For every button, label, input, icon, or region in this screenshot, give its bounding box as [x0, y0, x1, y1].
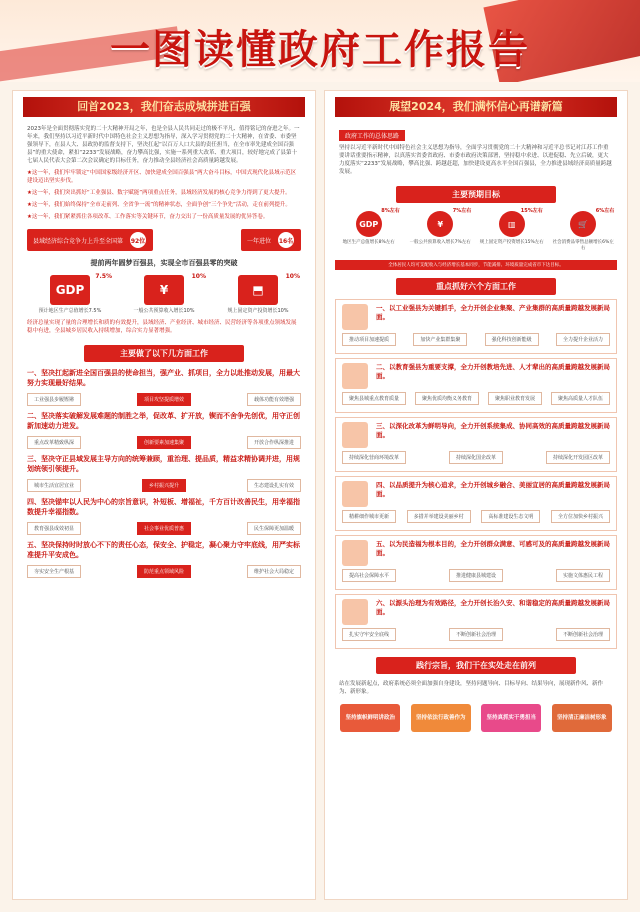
right-banner: 展望2024，我们满怀信心再谱新篇 [335, 97, 617, 117]
goal-revenue [408, 208, 472, 252]
left-subtitle: 提前两年圆梦百强县，实现全市百强县零的突破 [90, 259, 238, 267]
tag: 聚焦县城重点教育质量 [342, 392, 406, 405]
goal-label: 一般公共预算收入增长7%左右 [409, 240, 471, 245]
principle-card-2: 坚持依法行政善作为 [411, 704, 471, 732]
tag: 聚焦职业教育发展 [488, 392, 542, 405]
item-heading: 四、以品质提升为核心追求，全力开创城乡融合、美丽宜居的高质量跨越发展新局面。 [376, 481, 610, 498]
stat-icon-text: GDP [55, 283, 85, 297]
item-heading: 二、以教育强县为重要支撑，全力开创教培先进、人才辈出的高质量跨越发展新局面。 [376, 363, 610, 380]
tag: 维护社会大局稳定 [247, 565, 301, 578]
tag: 推动项目加速提质 [342, 333, 396, 346]
people-icon [342, 540, 368, 566]
item-tags [13, 433, 315, 452]
tag: 加快产业集群集聚 [413, 333, 467, 346]
item-heading: 五、坚决保持时时放心不下的责任心态，保安全、护稳定，凝心聚力守牢底线，用严实标准提升平安成色。 [27, 541, 300, 559]
tag: 全方位加快乡村振兴 [551, 510, 610, 523]
final-banner: 践行宗旨，我们干在实处走在前列 [376, 657, 576, 674]
stat-label: 一般公共预算收入增长10% [133, 308, 195, 314]
tag: 高标准建设生态文明 [481, 510, 540, 523]
item-heading: 四、坚决锚牢以人民为中心的宗旨意识，补短板、增福祉，千方百计改善民生，用幸福指数提升幸福指数。 [27, 498, 300, 516]
rank-label: 一年进位 [246, 237, 271, 245]
bottom-buttons [325, 698, 627, 738]
left-column [12, 90, 316, 900]
item-tags [342, 566, 610, 585]
rank-row [13, 223, 315, 253]
item-heading: 一、坚决扛起新进全国百强县的使命担当，强产业、抓项目，全力以赴推动发展，用最大努力实现最好结果。 [27, 369, 300, 387]
goal-label: 规上固定资产投资增长15%左右 [479, 240, 544, 245]
tag: 城市生活宜居宜业 [27, 479, 81, 492]
right-item-5 [335, 535, 617, 590]
right-item-3 [335, 417, 617, 472]
goal-investment [479, 208, 544, 252]
tag: 持续深化开发园区改革 [546, 451, 610, 464]
right-item-4 [335, 476, 617, 531]
stat-gdp [30, 275, 110, 315]
principle-card-3: 坚持真抓实干勇担当 [481, 704, 541, 732]
goal-pct: 7%左右 [452, 208, 472, 214]
right-item-1 [335, 299, 617, 354]
principle-card-4: 坚持清正廉洁树形象 [552, 704, 612, 732]
page-title: 一图读懂政府工作报告 [110, 27, 530, 73]
left-intro: 2023年是全面贯彻落实党的二十大精神开局之年，也是全县人民共同走过的极不平凡、值得铭记的奋进之年。一年来，我们坚持以习近平新时代中国特色社会主义思想为指导，深入学习贯彻党的二十大精神，在省委、市委坚强领导下，在县人大、县政协的监督支持下，坚决扛起“以百万人口大县的责任担当，在全市率先建成全国百强县”的重大使命，紧扣“2233”发展战略，奋力攀高比强，实施一系列重大改革、重大项目，较好地完成了县第十七届人民代表大会第二次会议确定的目标任务，奋力推动全县经济社会高质量跨越发展。 [27, 126, 300, 164]
stat-label: 预计地区生产总值增长7.5% [38, 308, 102, 314]
goals-row [325, 207, 627, 256]
left-item-3 [13, 452, 315, 495]
item-tags [13, 390, 315, 409]
item-tags [13, 562, 315, 581]
right-item-2 [335, 358, 617, 413]
yuan-icon [144, 273, 206, 305]
item-heading: 六、以源头治理为有效路径，全力开创长治久安、和谐稳定的高质量跨越发展新局面。 [376, 599, 610, 616]
rank-label: 县域经济综合竞争力上升至全国第 [33, 237, 124, 245]
tag: 重点改革精致纵深 [27, 436, 81, 449]
tag: 强化科技创新能级 [485, 333, 539, 346]
school-icon [342, 363, 368, 389]
city-icon [342, 481, 368, 507]
goal-icon-text: 🛒 [578, 219, 589, 229]
tag: 多措并举建设美丽乡村 [407, 510, 471, 523]
tag: 项目攻坚提质增效 [137, 393, 191, 406]
tag: 实施文体惠民工程 [556, 569, 610, 582]
tag: 民生保障更加温暖 [247, 522, 301, 535]
goal-retail [551, 208, 615, 252]
cart-icon [570, 208, 615, 237]
left-item-2 [13, 409, 315, 452]
item-heading: 三、坚决守正县域发展主导方向的统筹兼顾，重治理、提品质，精益求精协调并进，用规划统领引领提升。 [27, 455, 300, 473]
tag: 工业强县步履铿锵 [27, 393, 81, 406]
tag: 全力提升企业活力 [556, 333, 610, 346]
tag: 创新要素加速集聚 [137, 436, 191, 449]
bullet-2: ★这一年，我们突出抓好“工业强县、数字赋能”两项重点任务，县域经济发展的核心竞争力得到了更大提升。 [27, 190, 291, 196]
bullet-4: ★这一年，我们紧紧抓住各项改革、工作落实等关键环节，奋力交出了一份高质量发展的优异答卷。 [27, 214, 269, 220]
gdp-icon [356, 208, 400, 237]
tag: 精耕细作城市更新 [342, 510, 396, 523]
stat-pct: 7.5% [95, 273, 112, 280]
right-intro: 坚持以习近平新时代中国特色社会主义思想为指导，全面学习贯彻党的二十大精神和习近平总书记对江苏工作重要讲话重要指示精神，以真落实省委省政府、市委市政府决策部署，坚持稳中求进、以进促稳、先立后破，更大力度落实“2233”发展战略，攀高比强、跨越赶超，加快建设更高水平全国百强县，全力推进县域经济高质量跨越发展。 [339, 145, 612, 175]
bullet-1: ★这一年，我们牢牢锁定“中国国家级经济开区、加快建成全国百强县”两大奋斗目标，中国式现代化县域示范区建设迈出坚实步伐。 [27, 170, 297, 184]
rank-number: 92位 [129, 231, 147, 249]
stat-investment [218, 275, 298, 315]
tag: 聚焦高质量人才队伍 [551, 392, 610, 405]
goal-label: 社会消费品零售总额增长6%左右 [552, 240, 614, 251]
tag: 不断创新社会治理 [556, 628, 610, 641]
item-heading: 一、以工业强县为关键抓手，全力开创企业集聚、产业集群的高质量跨越发展新局面。 [376, 304, 610, 321]
goal-pct: 15%左右 [520, 208, 543, 214]
item-tags [342, 330, 610, 349]
item-tags [342, 625, 610, 644]
item-tags [342, 507, 610, 526]
goal-gdp [337, 208, 401, 252]
goals-note: 全体居民人均可支配收入与经济增长基本同步，节能减排、环境质量完成省市下达目标。 [335, 260, 617, 270]
left-detail: 经济总量实现了量的合理增长和质的有效提升，县域经济、产业经济、城市经济、民营经济等各项重点领域发展稳中有进，全县城乡居民收入持续增加，综合实力显著增强。 [27, 320, 297, 334]
item-tags [342, 389, 610, 408]
header [0, 0, 640, 82]
right-sub-banner: 政府工作的总体思路 [339, 130, 405, 141]
tag: 夯实安全生产根基 [27, 565, 81, 578]
left-item-1 [13, 366, 315, 409]
shield-icon [342, 599, 368, 625]
right-section-title: 重点抓好六个方面工作 [396, 278, 556, 295]
stat-label: 规上固定资产投资增长10% [227, 308, 289, 314]
tag: 乡村振兴提升 [142, 479, 186, 492]
goal-icon-text: ¥ [437, 219, 444, 229]
tag: 聚焦优质均衡义务教育 [415, 392, 479, 405]
tag: 推进健康县城建设 [449, 569, 503, 582]
item-heading: 二、坚决落实破解发展难题的制胜之举，促改革、扩开放，锲而不舍争先创优，用守正创新加速动力迸发。 [27, 412, 300, 430]
item-tags [342, 448, 610, 467]
tag: 提高社会保障水平 [342, 569, 396, 582]
building-icon [499, 208, 543, 237]
tag: 开放合作纵深推进 [247, 436, 301, 449]
tag: 教育强县成效初显 [27, 522, 81, 535]
factory-icon [342, 304, 368, 330]
goal-label: 地区生产总值增长8%左右 [342, 240, 395, 245]
tag: 不断创新社会治理 [449, 628, 503, 641]
stat-icon-text: ¥ [159, 283, 169, 297]
right-column [324, 90, 628, 900]
stat-pct: 10% [285, 273, 300, 280]
building-icon [238, 273, 300, 305]
stat-pct: 10% [191, 273, 206, 280]
item-tags [13, 519, 315, 538]
bullet-3: ★这一年，我们始终保持“全市走前列、全省争一流”的精神状态，全面争创“三个争先”活动，走在前列提升。 [27, 202, 291, 208]
left-item-5 [13, 538, 315, 581]
left-banner: 回首2023，我们奋志成城拼进百强 [23, 97, 305, 117]
rank-national [27, 229, 153, 251]
right-item-6 [335, 594, 617, 649]
gdp-icon [50, 273, 112, 305]
final-text: 站在发展新起点，政府系统必须全面加强自身建设，坚持问题导向、目标导向、结果导向，展现新作风、新作为、新形象。 [339, 681, 604, 695]
goal-pct: 6%左右 [595, 208, 615, 214]
yuan-icon [427, 208, 472, 237]
item-heading: 五、以为民造福为根本目的，全力开创群众满意、可感可及的高质量跨越发展新局面。 [376, 540, 610, 557]
rank-number: 16名 [277, 231, 295, 249]
tag: 生态建设扎实有效 [247, 479, 301, 492]
goal-icon-text: GDP [359, 219, 379, 229]
tag: 持续深化营商环境改革 [342, 451, 406, 464]
item-heading: 三、以深化改革为鲜明导向，全力开创系统集成、协同高效的高质量跨越发展新局面。 [376, 422, 610, 439]
goal-icon-text: ▥ [507, 219, 516, 229]
goals-title: 主要预期目标 [396, 186, 556, 203]
principle-card-1: 坚持旗帜鲜明讲政治 [340, 704, 400, 732]
tag: 防范重点领域风险 [137, 565, 191, 578]
left-stats [13, 273, 315, 317]
stat-revenue [124, 275, 204, 315]
tag: 扎实守牢安全底线 [342, 628, 396, 641]
rank-advance [241, 229, 301, 251]
goal-pct: 8%左右 [381, 208, 400, 214]
left-item-4 [13, 495, 315, 538]
tag: 持续深化国企改革 [449, 451, 503, 464]
item-tags [13, 476, 315, 495]
tag: 社会事业优质普惠 [137, 522, 191, 535]
tag: 载体功能有效增强 [247, 393, 301, 406]
gear-icon [342, 422, 368, 448]
left-section-title: 主要做了以下几方面工作 [84, 345, 244, 362]
stat-icon-text: ⬒ [252, 283, 264, 297]
